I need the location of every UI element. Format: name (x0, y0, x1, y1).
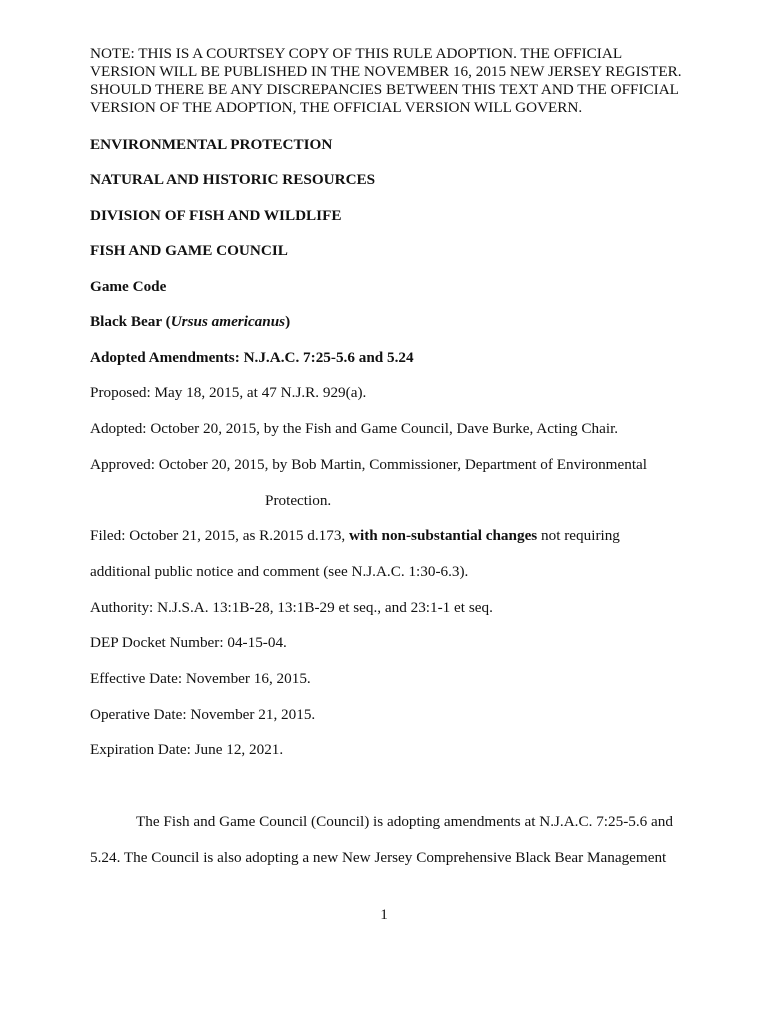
heading-council: FISH AND GAME COUNCIL (90, 242, 288, 259)
filed-bold: with non-substantial changes (349, 527, 538, 544)
detail-expiration: Expiration Date: June 12, 2021. (90, 741, 284, 758)
detail-proposed: Proposed: May 18, 2015, at 47 N.J.R. 929(a). (90, 384, 367, 401)
courtesy-note: NOTE: THIS IS A COURTSEY COPY OF THIS RULE ADOPTION. THE OFFICIAL VERSION WILL BE PUBLISHED IN THE NOVEMBER 16, 2015 NEW JERSEY REGISTER. SHOULD THERE BE ANY DISCREPANCIES BETWEEN THIS TEXT AND THE OFFICIAL VERSION OF THE ADOPTION, THE OFFICIAL VERSION WILL GOVERN. (90, 45, 682, 116)
heading-species (90, 313, 290, 331)
detail-authority: Authority: N.J.S.A. 13:1B-28, 13:1B-29 et seq., and 23:1-1 et seq. (90, 599, 493, 616)
filed-text: Filed: October 21, 2015, as R.2015 d.173, (90, 527, 350, 544)
detail-effective: Effective Date: November 16, 2015. (90, 670, 311, 687)
heading-amendments: Adopted Amendments: N.J.A.C. 7:25-5.6 and 5.24 (90, 349, 414, 366)
heading-department: ENVIRONMENTAL PROTECTION (90, 136, 333, 153)
body-line-2: 5.24. The Council is also adopting a new New Jersey Comprehensive Black Bear Management (90, 849, 667, 866)
detail-adopted: Adopted: October 20, 2015, by the Fish and Game Council, Dave Burke, Acting Chair. (90, 420, 619, 437)
detail-approved: Approved: October 20, 2015, by Bob Martin, Commissioner, Department of Environmental (90, 456, 648, 473)
heading-code: Game Code (90, 278, 167, 295)
detail-docket: DEP Docket Number: 04-15-04. (90, 634, 287, 651)
detail-operative: Operative Date: November 21, 2015. (90, 706, 316, 723)
body-line-1: The Fish and Game Council (Council) is adopting amendments at N.J.A.C. 7:25-5.6 and (136, 813, 673, 830)
heading-section: NATURAL AND HISTORIC RESOURCES (90, 171, 376, 188)
detail-approved-cont: Protection. (265, 492, 332, 509)
page-number: 1 (380, 906, 388, 923)
detail-filed (90, 527, 620, 545)
species-latin: Ursus americanus (170, 313, 286, 330)
heading-division: DIVISION OF FISH AND WILDLIFE (90, 207, 342, 224)
species-close: ) (285, 313, 291, 330)
filed-suffix: not requiring (537, 527, 620, 544)
species-common: Black Bear ( (90, 313, 171, 330)
detail-filed-cont: additional public notice and comment (see N.J.A.C. 1:30-6.3). (90, 563, 469, 580)
